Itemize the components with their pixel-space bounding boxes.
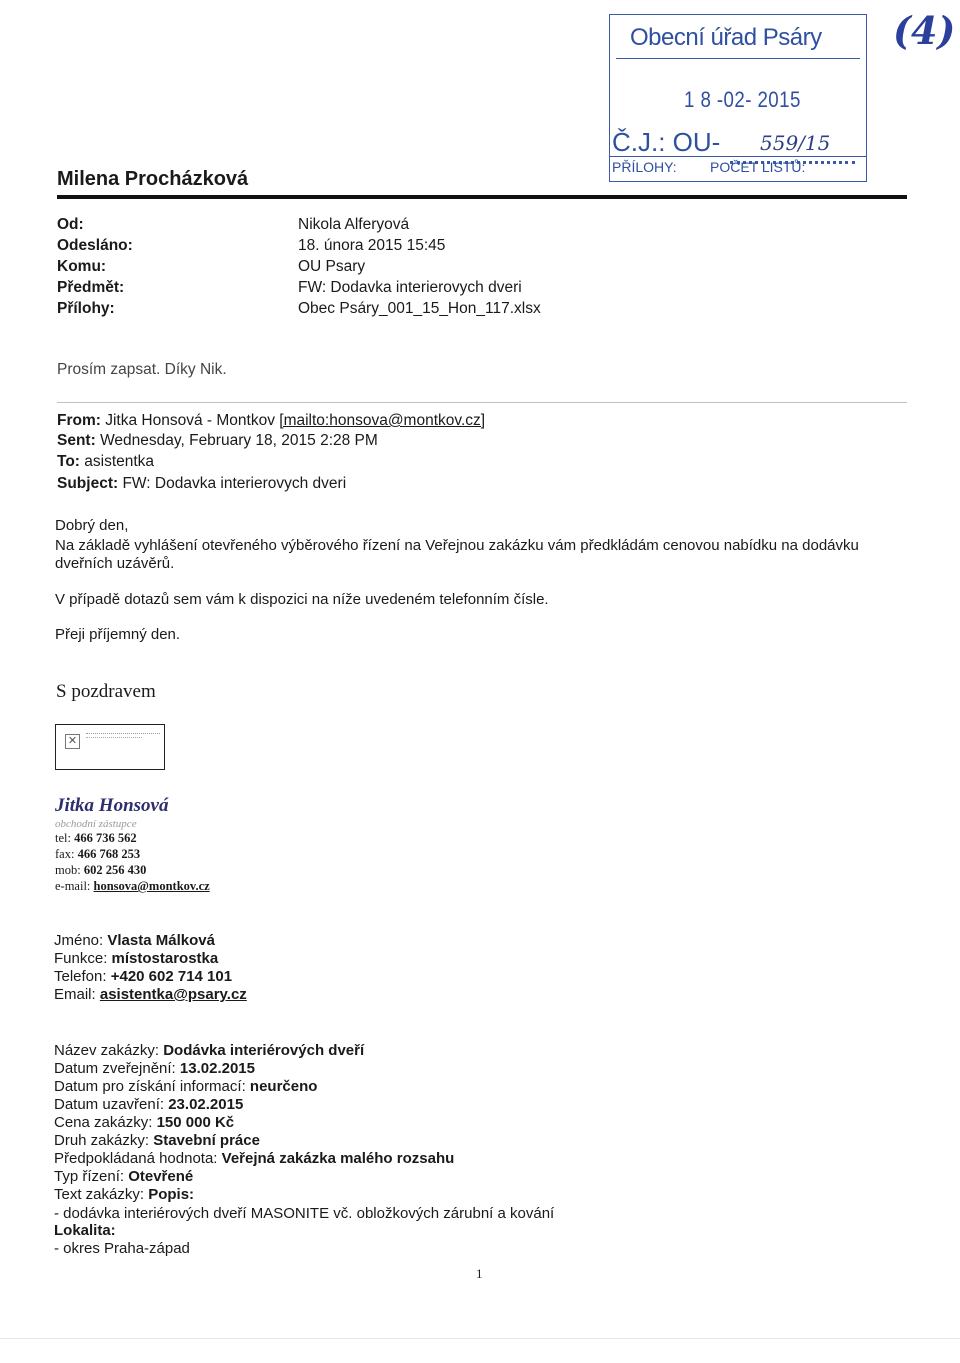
tender-info-date [54,1078,317,1096]
forwarded-to-label: To: [57,453,80,470]
forward-separator [57,402,907,403]
signature-fax [55,847,140,862]
tender-procedure-label: Typ řízení: [54,1168,125,1185]
tender-type [54,1132,260,1150]
placeholder-text-line [86,737,142,739]
signature-email [55,879,210,894]
tender-location-label: Lokalita: [54,1222,116,1239]
forwarded-to [57,453,154,471]
contact-phone-label: Telefon: [54,968,107,985]
tender-price [54,1114,234,1132]
mailbox-owner-name: Milena Procházková [57,168,249,190]
forwarded-from-mailto-link[interactable]: [mailto:honsova@montkov.cz] [279,412,486,429]
message-greeting: Dobrý den, [55,517,129,534]
contact-email-label: Email: [54,986,96,1003]
signature-fax-value: 466 768 253 [77,847,141,861]
stamp-divider [610,156,866,157]
stamp-reference-label: Č.J.: OU- [612,127,721,157]
contact-email [54,986,247,1004]
contact-name [54,932,215,950]
forward-note: Prosím zapsat. Díky Nik. [57,361,227,378]
tender-text-label: Text zakázky: [54,1186,145,1203]
tender-text-value: Popis: [148,1186,195,1203]
tender-value-value: Veřejná zakázka malého rozsahu [221,1150,455,1167]
signature-name: Jitka Honsová [55,795,169,816]
message-closing: S pozdravem [56,681,156,702]
forwarded-from-label: From: [57,412,101,429]
forwarded-sent-label: Sent: [57,432,96,449]
tender-procedure [54,1168,193,1186]
tender-value-label: Předpokládaná hodnota: [54,1150,218,1167]
signature-email-link[interactable]: honsova@montkov.cz [93,879,210,893]
forwarded-sent-value: Wednesday, February 18, 2015 2:28 PM [100,432,378,449]
header-value: FW: Dodavka interierovych dveri [298,279,522,296]
forwarded-from [57,412,485,430]
header-key: Přílohy: [57,300,115,317]
tender-text [54,1186,194,1204]
signature-mob [55,863,146,878]
header-key: Od: [57,216,84,233]
signature-email-label: e-mail: [55,879,91,893]
tender-price-value: 150 000 Kč [156,1114,235,1131]
tender-closing [54,1096,243,1114]
tender-item: - dodávka interiérových dveří MASONITE vč. obložkových zárubní a kování [54,1205,555,1222]
tender-procedure-value: Otevřené [128,1168,194,1185]
forwarded-subject [57,475,346,493]
broken-image-icon: ✕ [65,734,80,749]
tender-closing-value: 23.02.2015 [168,1096,244,1113]
tender-published [54,1060,255,1078]
tender-title-value: Dodávka interiérových dveří [163,1042,365,1059]
forwarded-subject-value: FW: Dodavka interierovych dveri [122,475,347,492]
header-key: Komu: [57,258,107,275]
tender-info-value: neurčeno [249,1078,318,1095]
page-number: 1 [476,1266,483,1281]
signature-tel-label: tel: [55,831,71,845]
signature-mob-label: mob: [55,863,81,877]
tender-closing-label: Datum uzavření: [54,1096,165,1113]
stamp-sheets-label: POČET LISTŮ: [710,159,806,175]
tender-value [54,1150,454,1168]
tender-price-label: Cena zakázky: [54,1114,153,1131]
signature-role: obchodní zástupce [55,818,137,830]
header-value: OU Psary [298,258,366,275]
header-key: Předmět: [57,279,125,296]
contact-function-value: místostarostka [111,950,219,967]
stamp-office-name: Obecní úřad Psáry [616,17,860,59]
signature-tel [55,831,137,846]
contact-function-label: Funkce: [54,950,108,967]
missing-image-placeholder [55,724,165,770]
tender-title [54,1042,364,1060]
tender-type-label: Druh zakázky: [54,1132,150,1149]
tender-title-label: Název zakázky: [54,1042,160,1059]
contact-email-link[interactable]: asistentka@psary.cz [99,986,247,1003]
signature-tel-value: 466 736 562 [74,831,137,845]
message-line: Přeji příjemný den. [55,626,181,643]
stamp-attachments-label: PŘÍLOHY: [612,159,677,175]
message-line: Na základě vyhlášení otevřeného výběrového řízení na Veřejnou zakázku vám předkládám cenovou nabídku na dodávku [55,537,859,554]
stamp-reference-number: 559/15 [760,131,831,155]
tender-published-value: 13.02.2015 [179,1060,255,1077]
tender-location-value: - okres Praha-západ [54,1240,190,1257]
tender-info-label: Datum pro získání informací: [54,1078,246,1095]
page-bottom-edge [0,1338,960,1339]
header-value: 18. února 2015 15:45 [298,237,446,254]
attachment-filename: Obec Psáry_001_15_Hon_117.xlsx [298,300,541,317]
message-line: V případě dotazů sem vám k dispozici na níže uvedeném telefonním čísle. [55,591,549,608]
registry-stamp [609,14,867,182]
signature-fax-label: fax: [55,847,75,861]
forwarded-sent [57,432,378,450]
contact-name-value: Vlasta Málková [107,932,215,949]
signature-mob-value: 602 256 430 [83,863,147,877]
tender-type-value: Stavební práce [153,1132,260,1149]
contact-phone [54,968,232,986]
header-value: Nikola Alferyová [298,216,410,233]
handwritten-page-mark: (4) [893,8,956,53]
forwarded-from-value: Jitka Honsová - Montkov [105,412,275,429]
forwarded-to-value: asistentka [84,453,155,470]
forwarded-subject-label: Subject: [57,475,119,492]
placeholder-text-line [86,733,160,735]
tender-published-label: Datum zveřejnění: [54,1060,176,1077]
header-key: Odesláno: [57,237,133,254]
contact-name-label: Jméno: [54,932,104,949]
contact-phone-value: +420 602 714 101 [110,968,233,985]
header-rule [57,195,907,199]
stamp-date: 1 8 -02- 2015 [684,87,801,112]
message-line: dveřních uzávěrů. [55,555,175,572]
contact-function [54,950,218,968]
